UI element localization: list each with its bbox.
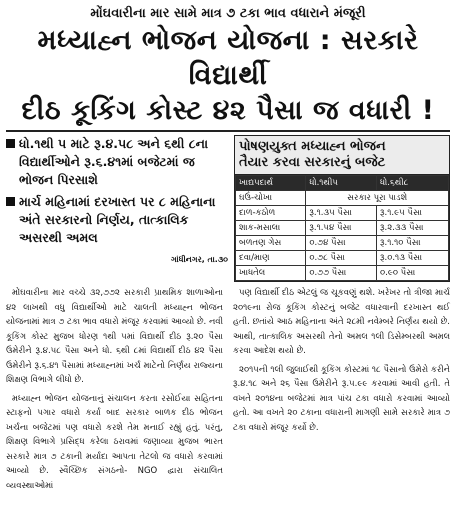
row-item: ખાધતેલ bbox=[236, 266, 306, 281]
budget-box-title bbox=[235, 136, 449, 175]
divider bbox=[6, 130, 450, 132]
paragraph: મધ્યાહ્ન ભોજન યોજનાનું સંચાલન કરતા રસોઈયા સહિતના સ્ટાફનો પગાર વધારો કર્યા બાદ સરકાર બાળક દીઠ ભોજન ખર્ચના બજેટમાં પણ વધારો કરશે તેમ મનાઈ રહ્યું હતું. પરંતુ, શિક્ષણ વિભાગે પ્રસિદ્ધ કરેલા ઠરાવમાં જણાવ્યા મુજબ ભારત સરકારે માત્ર ૭ ટકાની મર્યાદા આપતા તેટલો જ વધારો કરવામાં આવ્યો છે. સ્વૈચ્છિક સંગઠનો- NGO દ્વારા સંચાલિત વ્યવસ્થાઓમાં bbox=[6, 393, 223, 491]
header-std-1-5: ધો.૧થી૫ bbox=[306, 176, 377, 191]
budget-table bbox=[235, 175, 449, 281]
article-column-1 bbox=[6, 286, 223, 497]
paragraph: મોંઘવારીના માર વચ્ચે ૩૨,૭૭૨ સરકારી પ્રાથમિક શાળાઓના ૪૨ લાખથી વધુ વિદ્યાર્થીઓ માટે ચાલતી મધ્યાહ્ન ભોજન યોજનામાં માત્ર ૭ ટકા ભાવ વધારો મંજૂર કરવામાં આવ્યો છે. નવી કૂકિંગ કોસ્ટ મુજબ ધોરણ ૧થી ૫માં વિદ્યાર્થી દીઠ રૂ.૨૦ પૈસા ઉમેરીને રૂ.૪.૫૮ પૈસા અને ધો. ૬થી ૮માં વિદ્યાર્થી દીઠ ૪૨ પૈસા ઉમેરીને રૂ.૬.૪૧ પૈસામાં મધ્યાહ્નમાં ખર્ચ માટેનો નિર્ણય રાજ્યના શિક્ષણ વિભાગે લીધો છે. bbox=[6, 288, 223, 385]
table-header-row bbox=[236, 176, 449, 191]
paragraph: ૨૦૧૫ની ૧લી જુલાઈથી કૂકિંગ કોસ્ટમાં ૧૮ પૈસાનો ઉમેરો કરીને રૂ.૪.૧૮ અને ૨૬ પૈસા ઉમેરીને રૂ.૫.૯૯ કરવામાં આવી હતી. તે વખતે ૨૦૧૪ના બજેટમાં માત્ર પાંચ ટકા વધારો કરવામાં આવ્યો હતો. આ વખતે ૨૦ ટકાના વધારાની માગણી સામે સરકારે માત્ર ૭ ટકા વધારો મંજૂર કર્યો છે. bbox=[233, 364, 450, 433]
row-value-b: રૂ.૧.૧૦ પૈસા bbox=[377, 236, 449, 251]
row-merged-value: સરકાર પૂરા પાડશે bbox=[306, 191, 449, 206]
dateline: ગાંધીનગર, તા.૩૦ bbox=[170, 255, 228, 264]
table-row bbox=[236, 236, 449, 251]
row-value-a: ૦.૭૪ પૈસા bbox=[306, 236, 377, 251]
row-item: દવા/માણ bbox=[236, 251, 306, 266]
bullet-square-icon bbox=[6, 139, 15, 148]
row-value-a: રૂ.૧.૫૪ પૈસા bbox=[306, 221, 377, 236]
budget-title-line-2: તૈયાર કરવા સરકારનું બજેટ bbox=[239, 155, 386, 170]
article-column-2 bbox=[233, 286, 450, 497]
row-item: દાળ-કઠોળ bbox=[236, 206, 306, 221]
summary-section bbox=[6, 135, 450, 282]
budget-title-line-1: પોષણયુક્ત મધ્યાહ્ન ભોજન bbox=[239, 139, 386, 154]
headline-line-2: દીઠ કૂકિંગ કોસ્ટ ૪૨ પૈસા જ વધારી ! bbox=[21, 95, 435, 126]
row-value-a: ૦.૭૭ પૈસા bbox=[306, 266, 377, 281]
header-std-6-8: ધો.૬થી૮ bbox=[377, 176, 449, 191]
bullet-item bbox=[6, 135, 228, 189]
article-body bbox=[6, 286, 450, 497]
bullet-list bbox=[6, 135, 228, 282]
budget-box bbox=[234, 135, 450, 282]
headline-line-1: મધ્યાહ્ન ભોજન યોજના : સરકારે વિદ્યાર્થી bbox=[37, 25, 419, 91]
row-item: બળતણ ગેસ bbox=[236, 236, 306, 251]
bullet-text: ધો.૧થી ૫ માટે રૂ.૪.૫૮ અને ૬થી ૮ના વિદ્યાર્થીઓને રૂ.૬.૪૧માં બજેટમાં જ ભોજન પિરસાશે bbox=[19, 136, 209, 187]
row-item: શાક-મસાલા bbox=[236, 221, 306, 236]
paragraph: પણ વિદ્યાર્થી દીઠ એટલું જ ચૂકવણું થશે. ખરેખર તો ત્રીજા માર્ચ ૨૦૧૯ના રોજ કૂકિંગ કોસ્ટનું બજેટ વધારવાની દરખાસ્ત થઈ હતી. છતાંયે આઠ મહિનાના અંતે ૨૮મી નવેમ્બરે નિર્ણય થયો છે. આથી, તાત્કાલિક અસરથી તેનો અમલ ૧લી ડિસેમ્બરથી અમલ કરવા આદેશ થયો છે. bbox=[233, 288, 450, 356]
row-value-b: રૂ.૨.૩૩ પૈસા bbox=[377, 221, 449, 236]
kicker: મોંઘવારીના માર સામે માત્ર ૭ ટકા ભાવ વધારાને મંજૂરી bbox=[90, 6, 366, 21]
row-value-a: ૦.૭૮ પૈસા bbox=[306, 251, 377, 266]
row-value-b: રૂ.૧.૯૫ પૈસા bbox=[377, 206, 449, 221]
header-item: ખાદ્યપદાર્થ bbox=[236, 176, 306, 191]
row-item: ઘઉં-ચોખા bbox=[236, 191, 306, 206]
bullet-text: માર્ચ મહિનામાં દરખાસ્ત પર ૮ મહિનાના અંતે સરકારનો નિર્ણય, તાત્કાલિક અસરથી અમલ bbox=[19, 194, 216, 245]
table-row bbox=[236, 206, 449, 221]
row-value-b: ૦.૯૦ પૈસા bbox=[377, 266, 449, 281]
bullet-item bbox=[6, 193, 228, 247]
table-row bbox=[236, 266, 449, 281]
table-row bbox=[236, 221, 449, 236]
row-value-b: રૂ.૦.૧૩ પૈસા bbox=[377, 251, 449, 266]
table-row bbox=[236, 191, 449, 206]
table-row bbox=[236, 251, 449, 266]
row-value-a: રૂ.૧.૩૫ પૈસા bbox=[306, 206, 377, 221]
bullet-square-icon bbox=[6, 197, 15, 206]
headline bbox=[6, 23, 450, 128]
